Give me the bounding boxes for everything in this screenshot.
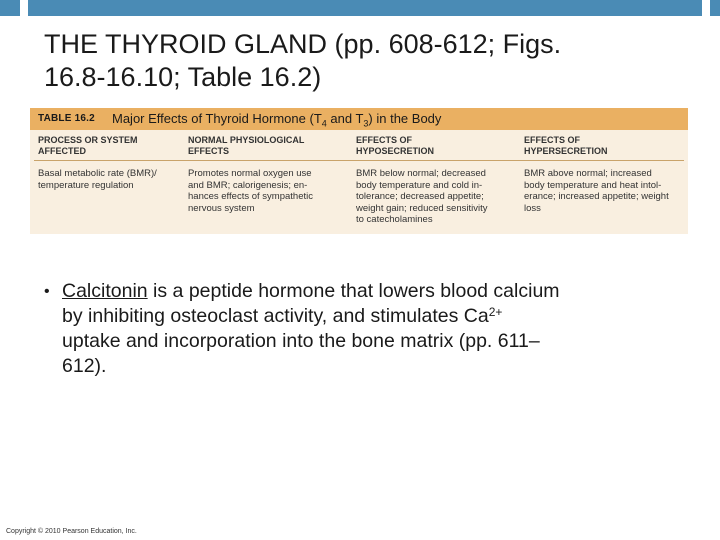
cell-normal-effects: Promotes normal oxygen use and BMR; calorigenesis; en- hances effects of sympathetic nervous system [188, 168, 313, 214]
cell-hypersecretion: BMR above normal; increased body temperature and heat intol- erance; increased appetite; weight loss [524, 168, 669, 214]
bullet-text: Calcitonin is a peptide hormone that lowers blood calcium by inhibiting osteoclast activity, and stimulates $Ca^{2+}$ uptake and incorporation into the bone matrix (pp. 611– 612). [62, 280, 560, 377]
table-number: TABLE 16.2 [38, 113, 95, 124]
top-accent-bar [0, 0, 720, 16]
column-header-normal-effects: NORMAL PHYSIOLOGICAL EFFECTS [188, 135, 305, 156]
column-header-hypersecretion: EFFECTS OF HYPERSECRETION [524, 135, 608, 156]
thyroid-effects-table [30, 108, 688, 234]
column-header-process: PROCESS OR SYSTEM AFFECTED [38, 135, 138, 156]
top-bar-right-gap [702, 0, 710, 16]
top-bar-gap [20, 0, 28, 16]
table-header-divider [34, 160, 684, 161]
table-header-bar [30, 108, 688, 130]
column-header-hyposecretion: EFFECTS OF HYPOSECRETION [356, 135, 435, 156]
calcitonin-link[interactable]: Calcitonin [62, 280, 148, 302]
cell-process: Basal metabolic rate (BMR)/ temperature regulation [38, 168, 157, 191]
bullet-dot-icon: • [44, 283, 50, 300]
copyright-footer: Copyright © 2010 Pearson Education, Inc. [6, 528, 137, 535]
cell-hyposecretion: BMR below normal; decreased body temperature and cold in- tolerance; decreased appetite; weight gain; reduced sensitivity to catecholamines [356, 168, 488, 225]
title-line-2: 16.8-16.10; Table 16.2) [44, 62, 322, 92]
table-caption: Major Effects of Thyroid Hormone ($T_4$ and $T_3$) in the Body [112, 111, 442, 129]
slide-title [44, 28, 684, 94]
calcium-charge-superscript: 2+ [488, 305, 503, 319]
title-line-1: THE THYROID GLAND (pp. 608-612; Figs. [44, 29, 562, 59]
